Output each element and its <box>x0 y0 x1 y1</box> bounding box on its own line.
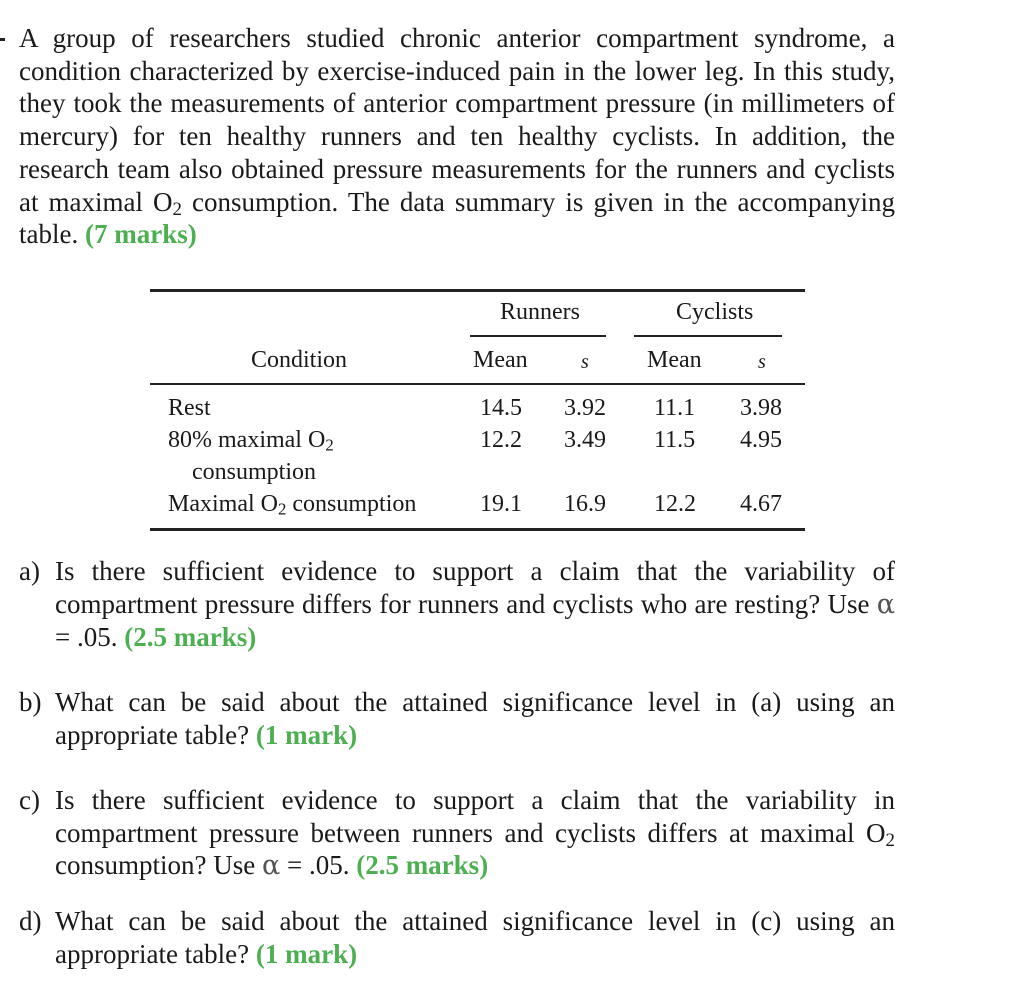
table-cell: 11.5 <box>654 427 696 453</box>
question-c <box>19 784 895 883</box>
row-label-80-maximal-cont: consumption <box>192 459 316 485</box>
question-b <box>19 686 895 751</box>
question-d <box>19 905 895 970</box>
question-c-body: Is there sufficient evidence to support a claim that the variability in compartment pressure between runners and cyclists differs at maximal O <box>55 785 895 848</box>
table-cell: 12.2 <box>654 491 696 517</box>
table-cell: 16.9 <box>564 491 606 517</box>
o2-subscript: 2 <box>885 829 895 851</box>
question-d-marks: (1 mark) <box>255 938 358 969</box>
table-bottom-rule <box>150 528 805 531</box>
question-a-text <box>55 555 895 654</box>
question-b-text <box>55 686 895 751</box>
runners-s-header: s <box>581 351 589 373</box>
question-c-letter: c) <box>19 785 40 815</box>
row-label-80-maximal <box>168 426 334 454</box>
cyclists-s-header: s <box>758 351 766 373</box>
question-b-marks: (1 mark) <box>255 719 358 750</box>
o2-subscript: 2 <box>325 435 334 455</box>
alpha-value: = .05. <box>55 622 125 653</box>
cyclists-mean-header: Mean <box>647 347 702 373</box>
question-b-body: What can be said about the attained significance level in (a) using an appropriate table? <box>55 687 895 750</box>
data-summary-table <box>150 289 805 531</box>
alpha-symbol: α <box>261 850 281 882</box>
question-a-marks: (2.5 marks) <box>124 622 257 653</box>
row-label-rest: Rest <box>168 395 211 421</box>
intro-marks: (7 marks) <box>84 219 197 250</box>
alpha-value: = .05. <box>280 850 357 881</box>
cyclists-group-header: Cyclists <box>676 299 754 325</box>
intro-text: A group of researchers studied chronic anterior compartment syndrome, a condition characterized by exercise-induced pain in the lower leg. In this study, they took the measurements of anterior compartment pressure (in millimeters of mercury) for ten healthy runners and ten healthy cyclists. In addition, the research team also obtained pressure measurements for the runners and cyclists at maximal O <box>19 23 895 217</box>
table-top-rule <box>150 289 805 292</box>
runners-group-header: Runners <box>500 299 580 325</box>
table-cell: 12.2 <box>480 427 522 453</box>
question-b-letter: b) <box>19 687 42 717</box>
question-d-body: What can be said about the attained significance level in (c) using an appropriate table? <box>55 906 895 969</box>
row-label-text: Maximal O <box>168 491 278 517</box>
intro-text-end: consumption. The data summary is given in the accompanying table. <box>19 186 895 250</box>
o2-subscript: 2 <box>277 499 287 519</box>
row-label-text: 80% maximal O <box>168 427 326 453</box>
table-cell: 4.95 <box>740 427 782 453</box>
table-header-rule <box>150 383 805 385</box>
alpha-symbol: α <box>876 588 895 620</box>
cyclists-group-rule <box>634 335 782 337</box>
intro-paragraph <box>19 22 895 251</box>
question-a-body: Is there sufficient evidence to support a claim that the variability of compartment pressure differs for runners and cyclists who are resting? Use <box>55 556 895 619</box>
question-c-text <box>55 784 895 883</box>
question-c-marks: (2.5 marks) <box>356 850 489 881</box>
list-bullet <box>0 38 5 41</box>
table-cell: 3.98 <box>740 395 782 421</box>
row-label-maximal <box>168 490 416 518</box>
table-cell: 19.1 <box>480 491 522 517</box>
question-a <box>19 555 895 654</box>
table-cell: 4.67 <box>740 491 782 517</box>
question-c-body-end: consumption? Use <box>55 850 262 881</box>
runners-group-rule <box>470 335 606 337</box>
question-a-letter: a) <box>19 556 40 586</box>
condition-column-header: Condition <box>251 347 348 373</box>
table-cell: 14.5 <box>480 395 522 421</box>
table-cell: 3.49 <box>564 427 606 453</box>
intro-o2-subscript: 2 <box>172 198 182 220</box>
question-d-letter: d) <box>19 906 42 936</box>
runners-mean-header: Mean <box>473 347 528 373</box>
table-cell: 3.92 <box>564 395 606 421</box>
question-d-text <box>55 905 895 970</box>
table-cell: 11.1 <box>654 395 696 421</box>
row-label-text-end: consumption <box>286 491 417 517</box>
